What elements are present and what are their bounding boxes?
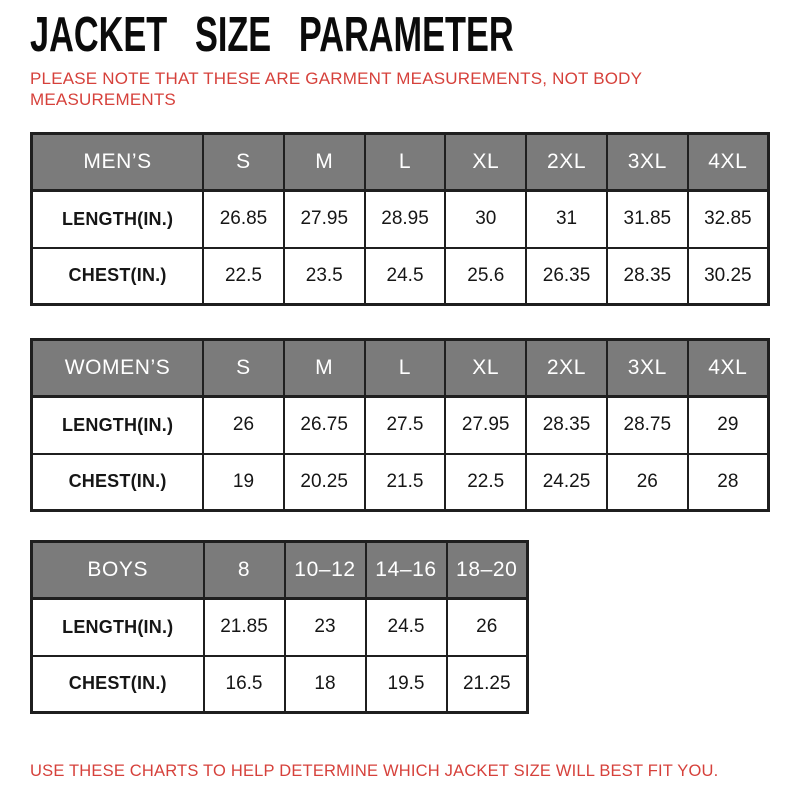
boys-group-label-cell: BOYS xyxy=(32,542,204,599)
size-value-cell: 26.85 xyxy=(203,191,284,248)
mens-group-label-cell: MEN’S xyxy=(32,134,204,191)
size-value-cell: 26 xyxy=(203,397,284,454)
size-header-cell: XL xyxy=(445,340,526,397)
page-subtitle: PLEASE NOTE THAT THESE ARE GARMENT MEASUREMENTS, NOT BODY MEASUREMENTS xyxy=(30,69,642,109)
size-value-cell: 28.75 xyxy=(607,397,688,454)
size-value-cell: 26 xyxy=(607,454,688,511)
size-value-cell: 26.35 xyxy=(526,248,607,305)
size-value-cell: 24.25 xyxy=(526,454,607,511)
page-title: JACKET SIZE PARAMETER xyxy=(30,8,514,62)
womens-header-row xyxy=(32,340,769,397)
boys-length-row xyxy=(32,599,528,656)
size-header-cell: M xyxy=(284,134,365,191)
size-value-cell: 26.75 xyxy=(284,397,365,454)
size-value-cell: 19.5 xyxy=(366,656,447,713)
size-value-cell: 28 xyxy=(688,454,769,511)
size-value-cell: 23 xyxy=(285,599,366,656)
row-label-cell: LENGTH(IN.) xyxy=(32,191,204,248)
size-value-cell: 28.35 xyxy=(607,248,688,305)
mens-length-row xyxy=(32,191,769,248)
womens-chest-row xyxy=(32,454,769,511)
size-header-cell: S xyxy=(203,134,284,191)
size-header-cell: 3XL xyxy=(607,340,688,397)
size-value-cell: 25.6 xyxy=(445,248,526,305)
footer-note: USE THESE CHARTS TO HELP DETERMINE WHICH JACKET SIZE WILL BEST FIT YOU. xyxy=(30,762,719,780)
boys-chest-row xyxy=(32,656,528,713)
size-value-cell: 21.25 xyxy=(447,656,528,713)
size-header-cell: 18–20 xyxy=(447,542,528,599)
size-value-cell: 20.25 xyxy=(284,454,365,511)
size-header-cell: 4XL xyxy=(688,134,769,191)
size-value-cell: 26 xyxy=(447,599,528,656)
size-header-cell: XL xyxy=(445,134,526,191)
size-header-cell: M xyxy=(284,340,365,397)
row-label-cell: LENGTH(IN.) xyxy=(32,397,204,454)
page-title-wrap xyxy=(30,8,770,62)
size-header-cell: 14–16 xyxy=(366,542,447,599)
size-value-cell: 27.5 xyxy=(365,397,446,454)
size-value-cell: 30.25 xyxy=(688,248,769,305)
womens-length-row xyxy=(32,397,769,454)
size-header-cell: 4XL xyxy=(688,340,769,397)
size-value-cell: 29 xyxy=(688,397,769,454)
size-value-cell: 32.85 xyxy=(688,191,769,248)
size-header-cell: L xyxy=(365,134,446,191)
size-value-cell: 23.5 xyxy=(284,248,365,305)
size-value-cell: 27.95 xyxy=(445,397,526,454)
size-value-cell: 22.5 xyxy=(203,248,284,305)
size-value-cell: 28.95 xyxy=(365,191,446,248)
size-value-cell: 19 xyxy=(203,454,284,511)
row-label-cell: CHEST(IN.) xyxy=(32,656,204,713)
mens-header-row xyxy=(32,134,769,191)
row-label-cell: LENGTH(IN.) xyxy=(32,599,204,656)
row-label-cell: CHEST(IN.) xyxy=(32,248,204,305)
size-value-cell: 24.5 xyxy=(365,248,446,305)
size-header-cell: S xyxy=(203,340,284,397)
size-value-cell: 21.5 xyxy=(365,454,446,511)
row-label-cell: CHEST(IN.) xyxy=(32,454,204,511)
size-header-cell: 8 xyxy=(204,542,285,599)
size-value-cell: 16.5 xyxy=(204,656,285,713)
size-table-boys xyxy=(30,540,529,714)
size-value-cell: 21.85 xyxy=(204,599,285,656)
size-header-cell: 2XL xyxy=(526,134,607,191)
size-value-cell: 27.95 xyxy=(284,191,365,248)
size-value-cell: 24.5 xyxy=(366,599,447,656)
size-header-cell: L xyxy=(365,340,446,397)
size-table-womens xyxy=(30,338,770,512)
womens-group-label-cell: WOMEN’S xyxy=(32,340,204,397)
size-header-cell: 2XL xyxy=(526,340,607,397)
size-value-cell: 28.35 xyxy=(526,397,607,454)
size-value-cell: 18 xyxy=(285,656,366,713)
size-value-cell: 31 xyxy=(526,191,607,248)
boys-header-row xyxy=(32,542,528,599)
size-header-cell: 10–12 xyxy=(285,542,366,599)
size-value-cell: 30 xyxy=(445,191,526,248)
size-header-cell: 3XL xyxy=(607,134,688,191)
size-value-cell: 31.85 xyxy=(607,191,688,248)
mens-chest-row xyxy=(32,248,769,305)
size-table-mens xyxy=(30,132,770,306)
size-value-cell: 22.5 xyxy=(445,454,526,511)
